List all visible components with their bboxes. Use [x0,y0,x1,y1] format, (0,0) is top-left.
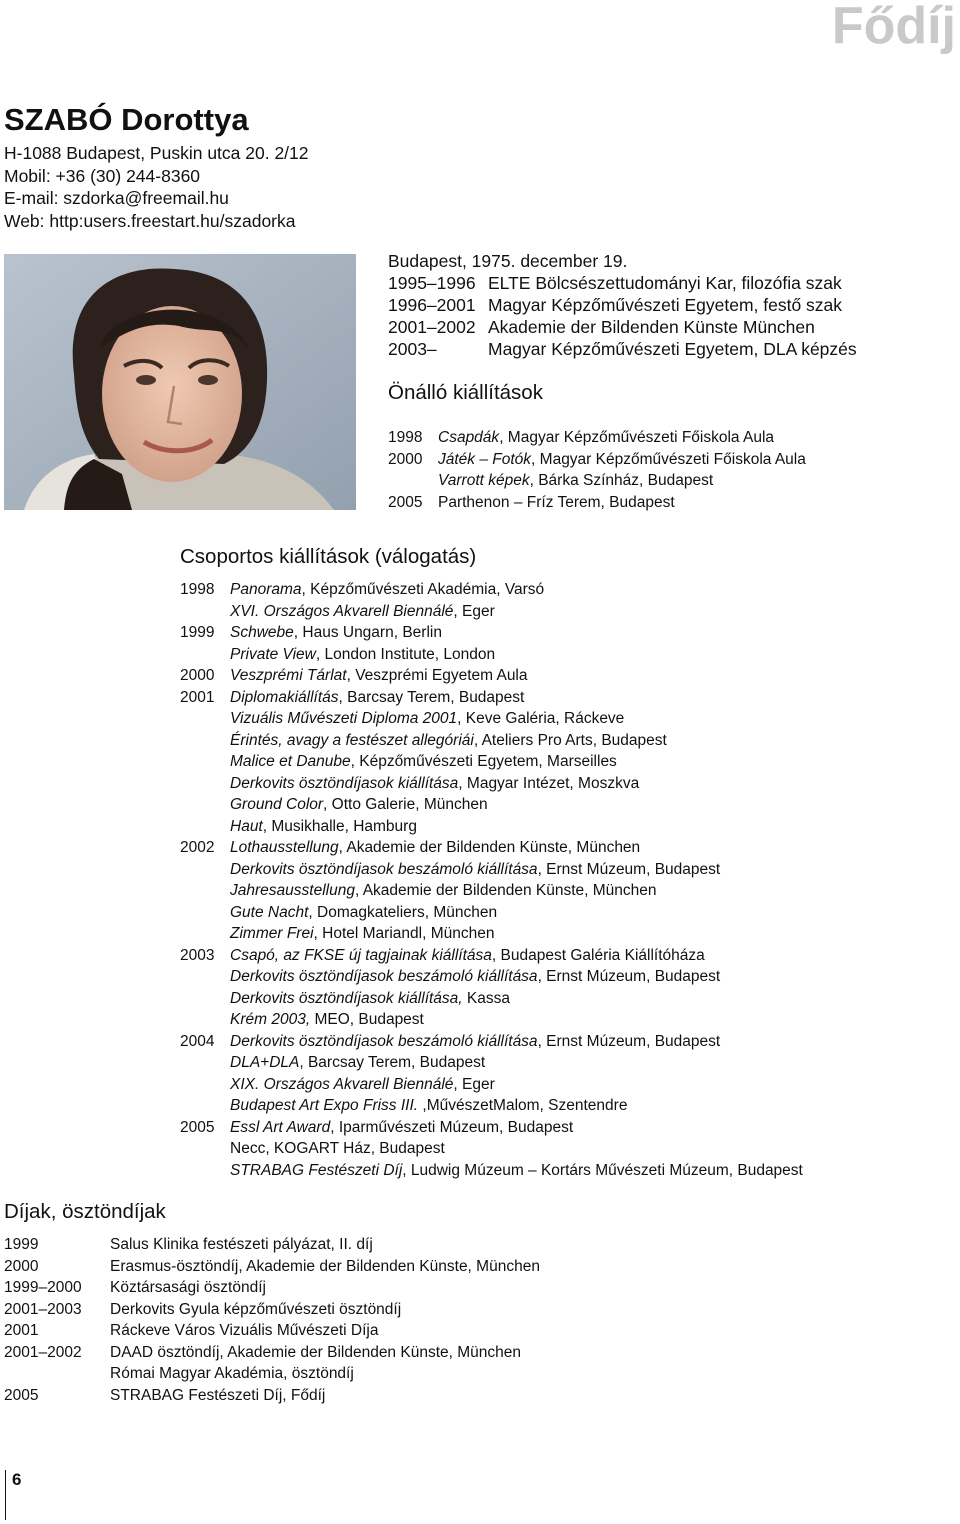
exhibition-title: STRABAG Festészeti Díj [230,1161,403,1179]
exhibition-title: Schwebe [230,624,294,641]
awards-list [4,1234,540,1406]
exhibition-venue: Necc, KOGART Ház, Budapest [230,1140,445,1157]
award-year: 2001–2002 [4,1343,82,1361]
exhibition-year: 2000 [180,667,215,684]
list-item [180,579,803,601]
award-year: 2005 [4,1386,39,1404]
list-item [180,923,803,945]
exhibition-title: Krém 2003, [230,1011,311,1028]
list-item [4,1234,540,1256]
awards-heading: Díjak, ösztöndíjak [4,1200,166,1223]
group-list [180,579,803,1181]
award-year: 2001 [4,1322,39,1339]
exhibition-venue: , Akademie der Bildenden Künste, München [338,839,641,856]
exhibition-title: Derkovits ösztöndíjasok beszámoló kiállítása [230,860,538,878]
list-item [180,837,803,859]
education-years: 2001–2002 [388,317,476,337]
exhibition-venue: , Haus Ungarn, Berlin [293,624,442,641]
exhibition-venue: , Akademie der Bildenden Künste, München [354,882,657,899]
exhibition-venue: , Musikhalle, Hamburg [262,817,417,835]
bio-block [388,250,857,360]
list-item [180,794,803,816]
list-item [180,773,803,795]
exhibition-venue: , Magyar Képzőművészeti Főiskola Aula [499,429,775,446]
list-item [4,1385,540,1407]
group-heading: Csoportos kiállítások (válogatás) [180,545,477,568]
exhibition-title: Derkovits ösztöndíjasok beszámoló kiállítása [230,968,538,985]
exhibition-venue: MEO, Budapest [310,1011,424,1028]
education-text: Akademie der Bildenden Künste München [488,317,815,337]
exhibition-venue: Parthenon – Fríz Terem, Budapest [438,493,675,511]
award-year: 2001–2003 [4,1300,82,1318]
list-item [388,427,806,449]
exhibition-venue: ,MűvészetMalom, Szentendre [418,1097,628,1114]
award-text: DAAD ösztöndíj, Akademie der Bildenden Künste, München [110,1343,521,1361]
exhibition-title: Essl Art Award [230,1118,331,1136]
education-years: 2003– [388,339,437,359]
education-row [388,272,857,294]
award-year: 2000 [4,1257,39,1275]
list-item [180,880,803,902]
exhibition-venue: , Ludwig Múzeum – Kortárs Művészeti Múzeum, Budapest [402,1161,803,1179]
exhibition-title: Zimmer Frei [230,925,314,942]
exhibition-title: DLA+DLA [230,1054,300,1071]
education-text: Magyar Képzőművészeti Egyetem, DLA képzés [488,339,857,359]
award-text: Erasmus-ösztöndíj, Akademie der Bildenden Künste, München [110,1257,540,1275]
exhibition-title: Csapdák [438,429,500,446]
list-item [4,1320,540,1342]
award-year: 1999–2000 [4,1279,82,1296]
exhibition-title: Vizuális Művészeti Diploma 2001 [230,710,458,727]
list-item [180,1160,803,1182]
list-item [4,1256,540,1278]
solo-list [388,427,806,513]
exhibition-title: Veszprémi Tárlat [230,667,347,684]
exhibition-venue: , Képzőművészeti Akadémia, Varsó [301,581,545,598]
education-row [388,338,857,360]
list-item [180,687,803,709]
exhibition-year: 2001 [180,688,215,706]
exhibition-year: 2002 [180,839,215,856]
exhibition-title: Private View [230,645,316,663]
list-item [180,1095,803,1117]
exhibition-title: Derkovits ösztöndíjasok kiállítása, [230,989,463,1007]
exhibition-title: Ground Color [230,796,324,813]
list-item [180,1009,803,1031]
list-item [180,859,803,881]
list-item [180,816,803,838]
exhibition-venue: , Ateliers Pro Arts, Budapest [473,731,667,749]
list-item [4,1363,540,1385]
exhibition-venue: , Képzőművészeti Egyetem, Marseilles [350,753,617,770]
exhibition-title: XIX. Országos Akvarell Biennálé [230,1075,454,1093]
exhibition-title: Lothausstellung [230,839,339,856]
exhibition-title: Gute Nacht [230,903,309,921]
exhibition-venue: , Ernst Múzeum, Budapest [537,968,721,985]
list-item [4,1299,540,1321]
exhibition-title: Derkovits ösztöndíjasok beszámoló kiállítása [230,1032,538,1050]
list-item [180,1031,803,1053]
exhibition-venue: , Eger [453,1075,495,1093]
exhibition-venue: , Eger [453,602,495,620]
award-text: Salus Klinika festészeti pályázat, II. díj [110,1236,373,1253]
exhibition-year: 2000 [388,450,423,468]
exhibition-title: Jahresausstellung [230,882,355,899]
list-item [180,751,803,773]
contact-web: Web: http:users.freestart.hu/szadorka [4,210,296,231]
list-item [180,665,803,687]
list-item [180,945,803,967]
exhibition-venue: , Barcsay Terem, Budapest [338,688,525,706]
education-row [388,316,857,338]
list-item [388,492,806,514]
artist-name: SZABÓ Dorottya [4,102,249,137]
list-item [180,1052,803,1074]
list-item [180,902,803,924]
exhibition-title: Budapest Art Expo Friss III. [230,1097,419,1114]
exhibition-year: 2005 [388,493,423,511]
list-item [180,644,803,666]
exhibition-title: Panorama [230,581,302,598]
exhibition-venue: , Otto Galerie, München [323,796,488,813]
list-item [180,601,803,623]
solo-heading: Önálló kiállítások [388,381,543,404]
exhibition-title: Csapó, az FKSE új tagjainak kiállítása [230,946,492,964]
exhibition-venue: , Budapest Galéria Kiállítóháza [491,946,705,964]
contact-block [4,142,309,232]
exhibition-venue: , Magyar Képzőművészeti Főiskola Aula [531,450,806,468]
contact-email: E-mail: szdorka@freemail.hu [4,188,229,208]
exhibition-year: 1998 [180,581,215,598]
page-number: 6 [12,1470,22,1489]
exhibition-title: XVI. Országos Akvarell Biennálé [230,602,454,620]
contact-address: H-1088 Budapest, Puskin utca 20. 2/12 [4,143,309,163]
list-item [180,1074,803,1096]
exhibition-venue: , Magyar Intézet, Moszkva [458,774,640,792]
award-year: 1999 [4,1236,39,1253]
list-item [4,1277,540,1299]
corner-title: Fődíj [831,0,956,55]
exhibition-year: 2004 [180,1032,215,1050]
list-item [388,470,806,492]
education-text: Magyar Képzőművészeti Egyetem, festő szak [488,295,843,315]
list-item [4,1342,540,1364]
exhibition-venue: , Veszprémi Egyetem Aula [346,667,528,684]
list-item [180,1117,803,1139]
exhibition-venue: , Iparművészeti Múzeum, Budapest [330,1118,574,1136]
list-item [180,708,803,730]
exhibition-venue: , Domagkateliers, München [308,903,498,921]
exhibition-venue: , Ernst Múzeum, Budapest [537,1032,721,1050]
exhibition-title: Játék – Fotók [438,450,532,468]
exhibition-title: Diplomakiállítás [230,688,339,706]
page-divider [5,1470,6,1520]
exhibition-venue: , Hotel Mariandl, München [313,925,495,942]
list-item [388,449,806,471]
birth-info: Budapest, 1975. december 19. [388,251,628,271]
exhibition-venue: Kassa [462,989,510,1007]
exhibition-title: Derkovits ösztöndíjasok kiállítása [230,774,459,792]
education-years: 1996–2001 [388,295,476,315]
education-text: ELTE Bölcsészettudományi Kar, filozófia szak [488,273,842,293]
exhibition-venue: , Ernst Múzeum, Budapest [537,860,721,878]
exhibition-venue: , London Institute, London [315,645,496,663]
list-item [180,1138,803,1160]
exhibition-title: Érintés, avagy a festészet allegóriái [230,731,474,749]
award-text: STRABAG Festészeti Díj, Fődíj [110,1386,326,1404]
education-years: 1995–1996 [388,273,476,293]
exhibition-year: 1998 [388,429,423,446]
portrait-photo [4,254,356,510]
education-row [388,294,857,316]
exhibition-year: 1999 [180,624,215,641]
list-item [180,966,803,988]
exhibition-year: 2005 [180,1118,215,1136]
award-text: Derkovits Gyula képzőművészeti ösztöndíj [110,1300,402,1318]
contact-mobile: Mobil: +36 (30) 244-8360 [4,165,201,186]
list-item [180,988,803,1010]
award-text: Ráckeve Város Vizuális Művészeti Díja [110,1322,379,1339]
exhibition-venue: , Keve Galéria, Ráckeve [457,710,625,727]
exhibition-year: 2003 [180,946,215,964]
exhibition-venue: , Barcsay Terem, Budapest [299,1054,486,1071]
award-text: Köztársasági ösztöndíj [110,1279,266,1296]
award-text: Római Magyar Akadémia, ösztöndíj [110,1365,354,1382]
list-item [180,730,803,752]
exhibition-title: Varrott képek [438,472,530,489]
list-item [180,622,803,644]
exhibition-title: Haut [230,817,263,835]
exhibition-title: Malice et Danube [230,753,351,770]
exhibition-venue: , Bárka Színház, Budapest [529,472,714,489]
